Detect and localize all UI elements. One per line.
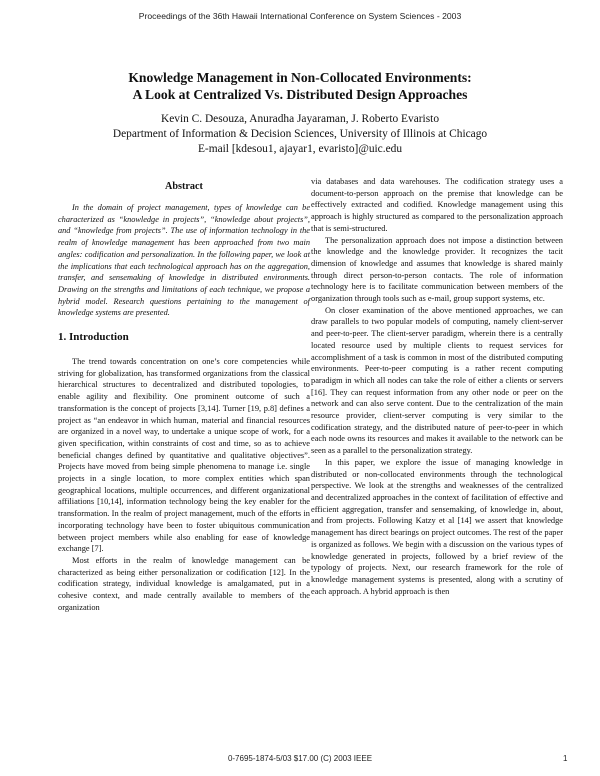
section-heading-introduction: 1. Introduction — [58, 331, 129, 344]
right-paragraph-2: The personalization approach does not impose a distinction between the knowledge and the knowledge provider. It recognizes the tacit dimension of knowledge and assumes that knowledge is shared mainly through direct person-to-person contacts. The role of information technology here is to facilitate communication between members of the organization through tools such as e-mail, group support systems, etc. — [311, 235, 563, 304]
right-paragraph-4: In this paper, we explore the issue of managing knowledge in distributed or non-collocated environments through the technological perspective. We look at the strengths and weaknesses of the centralized and decentralized approaches in the context of facilitation of effective and efficient aggregation, transfer and sensemaking, of knowledge in, about, and from projects. Following Katzy et al [14] we assert that knowledge management has direct bearings on project outcomes. The rest of the paper is organized as follows. We begin with a discussion on the various types of knowledge generated in projects, followed by a brief review of the typology of projects. Next, our research framework for the role of knowledge management systems is presented, along with a scrutiny of each approach. A hybrid approach is then — [311, 457, 563, 596]
intro-paragraph-1: The trend towards concentration on one’s core competencies while striving for globalization, has transformed organizations from the classical hierarchical structures to decentralized and distributed topologies, to enable agility and flexibility. One prominent outcome of such a transformation is the concept of projects [3,14]. Turner [19, p.8] defines a project as “an endeavor in which human, material and financial resources are organized in a novel way, to undertake a unique scope of work, for a given specification, within constraints of cost and time, so as to achieve beneficial changes defined by quantitative and qualitative objectives”. Projects have moved from being simple phenomena to manage i.e. single projects in a single location, to more complex entities which span geographical locations, multiple occurrences, and different organizational affiliations [10,14], information technology being the key enabler for the transformation. In the realm of project management, much of the efforts in incorporating technology have been to foster ubiquitous communication between project members while also enabling for ease of knowledge exchange [7]. — [58, 357, 310, 554]
title-line-1: Knowledge Management in Non-Collocated Environments: — [128, 70, 472, 85]
abstract-heading: Abstract — [165, 181, 203, 192]
title-line-2: A Look at Centralized Vs. Distributed Design Approaches — [132, 87, 468, 102]
author-block — [40, 112, 560, 157]
page-footer: 0-7695-1874-5/03 $17.00 (C) 2003 IEEE — [227, 754, 373, 763]
author-affiliation: Department of Information & Decision Sciences, University of Illinois at Chicago — [112, 128, 488, 140]
left-column — [58, 176, 310, 614]
abstract-text: In the domain of project management, types of knowledge can be characterized as “knowledge in projects”, “knowledge about projects”, and “knowledge from projects”. The use of information technology in the realm of knowledge management has been approached from two main angles: codification and personalization. In the following paper, we look at the implications that each technological approach has on the aggregation, transfer, and sensemaking of knowledge in distributed environments. Drawing on the strengths and limitations of each technique, we propose a hybrid model. Research questions pertaining to the management of knowledge systems are presented. — [58, 203, 310, 318]
intro-paragraph-2: Most efforts in the realm of knowledge management can be characterized as being either personalization or codification [12]. In the codification strategy, individual knowledge is amalgamated, put in a cohesive context, and made centrally available to members of the organization — [58, 555, 310, 612]
right-paragraph-1: via databases and data warehouses. The codification strategy uses a document-to-person approach on the premise that knowledge can be effectively extracted and codified. Knowledge management using this approach is highly structured as compared to the personalization approach that is semi-structured. — [311, 177, 563, 233]
author-email: E-mail [kdesou1, ajayar1, evaristo]@uic.edu — [197, 143, 403, 155]
running-header: Proceedings of the 36th Hawaii International Conference on System Sciences - 2003 — [138, 11, 462, 21]
page-number: 1 — [563, 754, 568, 763]
author-names: Kevin C. Desouza, Anuradha Jayaraman, J. Roberto Evaristo — [160, 113, 440, 125]
right-column — [311, 176, 563, 597]
right-paragraph-3: On closer examination of the above mentioned approaches, we can draw parallels to two popular models of computing, namely client-server and peer-to-peer. The client-server paradigm, wherein there is a centrally located resource used by multiple clients to request services for accomplishment of a task is common in most of the distributed computing environments. Peer-to-peer computing is a rather recent computing paradigm in which all nodes can take the role of either a clients or servers [16]. They can request information from any other node or peer on the network and can also serve content. Due to the centralization of the main resource provider, client-server computing is very similar to the codification strategy, and the distributed nature of peer-to-peer in which each node owns its resources and makes it available to the network can be seen as a parallel to the personalization strategy. — [311, 305, 563, 456]
paper-title — [40, 69, 560, 103]
